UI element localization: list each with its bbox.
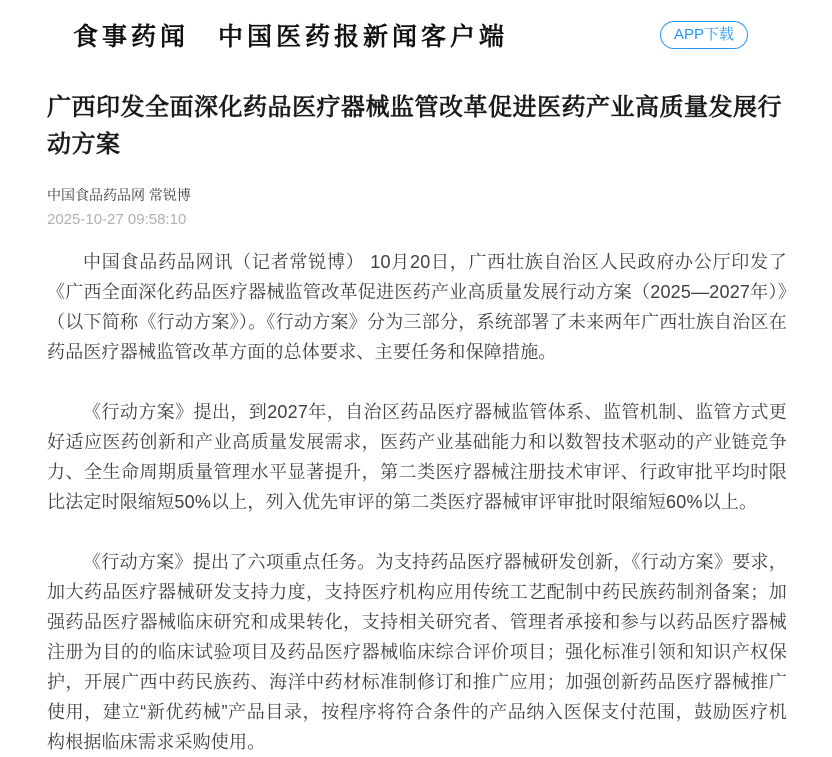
article-body [47,247,787,757]
article-paragraph-2: 《行动方案》提出，到2027年，自治区药品医疗器械监管体系、监管机制、监管方式更好适应医药创新和产业高质量发展需求，医药产业基础能力和以数智技术驱动的产业链竞争力、全生命周期质量管理水平显著提升，第二类医疗器械注册技术审评、行政审批平均时限比法定时限缩短50%以上，列入优先审评的第二类医疗器械审评审批时限缩短60%以上。 [47,402,787,512]
article [0,89,832,757]
article-title: 广西印发全面深化药品医疗器械监管改革促进医药产业高质量发展行动方案 [47,94,782,158]
app-download-button[interactable]: APP下载 [660,21,748,49]
article-paragraph-3: 《行动方案》提出了六项重点任务。为支持药品医疗器械研发创新，《行动方案》要求，加大药品医疗器械研发支持力度，支持医疗机构应用传统工艺配制中药民族药制剂备案；加强药品医疗器械临床研究和成果转化，支持相关研究者、管理者承接和参与以药品医疗器械注册为目的的临床试验项目及药品医疗器械临床综合评价项目；强化标准引领和知识产权保护，开展广西中药民族药、海洋中药材标准制修订和推广应用；加强创新药品医疗器械推广使用，建立“新优药械”产品目录，按程序将符合条件的产品纳入医保支付范围，鼓励医疗机构根据临床需求采购使用。 [47,552,787,752]
masthead [0,0,832,50]
article-datetime: 2025-10-27 09:58:10 [47,211,187,228]
article-paragraph-1: 中国食品药品网讯（记者常锐博） 10月20日，广西壮族自治区人民政府办公厅印发了《广西全面深化药品医疗器械监管改革促进医药产业高质量发展行动方案（2025—2027年）》（以下简称《行动方案》）。《行动方案》分为三部分，系统部署了未来两年广西壮族自治区在药品医疗器械监管改革方面的总体要求、主要任务和保障措施。 [47,252,787,362]
article-source: 中国食品药品网 常锐博 [47,187,191,203]
site-logo[interactable]: 食事药闻 中国医药报新闻客户端 [73,21,509,51]
